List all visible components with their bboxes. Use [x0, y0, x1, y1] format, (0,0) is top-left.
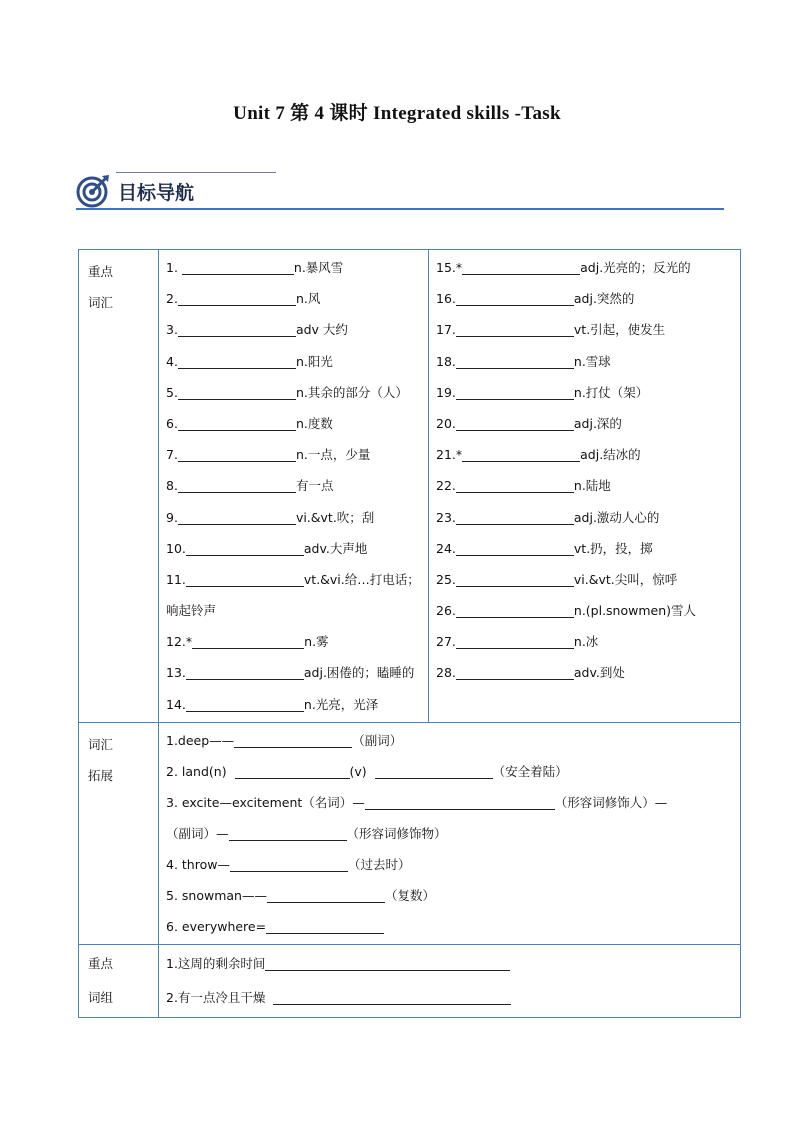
- section-banner: [76, 170, 724, 212]
- answer-blank[interactable]: [266, 919, 384, 934]
- answer-blank[interactable]: [178, 291, 296, 306]
- answer-blank[interactable]: [178, 478, 296, 493]
- vocab-left-column: [159, 250, 429, 723]
- vocab-item: 21.* adj.结冰的: [436, 447, 641, 463]
- phrases-section: [79, 944, 741, 1017]
- vocab-item: 15.* adj.光亮的；反光的: [436, 260, 691, 275]
- banner-underline: [76, 208, 724, 210]
- answer-blank[interactable]: [186, 665, 304, 680]
- vocab-item: 27. n.冰: [436, 634, 599, 650]
- answer-blank[interactable]: [456, 385, 574, 400]
- vocab-item: 17. vt.引起，使发生: [436, 322, 666, 338]
- answer-blank[interactable]: [456, 478, 574, 493]
- answer-blank[interactable]: [230, 857, 348, 872]
- answer-blank[interactable]: [273, 990, 511, 1005]
- answer-blank[interactable]: [178, 354, 296, 369]
- vocab-section: [79, 250, 741, 723]
- answer-blank[interactable]: [365, 795, 555, 810]
- vocab-item: 16. adj.突然的: [436, 291, 635, 307]
- vocab-item: 25. vi.&vt.尖叫，惊呼: [436, 571, 678, 587]
- vocab-item: 18. n.雪球: [436, 353, 611, 369]
- answer-blank[interactable]: [186, 697, 304, 712]
- vocab-right-column: [429, 250, 741, 723]
- vocab-item: 4. n.阳光: [166, 353, 333, 369]
- expansion-items: [159, 722, 741, 944]
- answer-blank[interactable]: [375, 764, 493, 779]
- answer-blank[interactable]: [456, 634, 574, 649]
- vocab-item: 22. n.陆地: [436, 478, 611, 494]
- study-table: [78, 249, 741, 1018]
- answer-blank[interactable]: [229, 826, 347, 841]
- vocab-item: 10. adv.大声地: [166, 540, 368, 556]
- expansion-line: 1.deep—— （副词）: [166, 732, 403, 748]
- phrases-category: 重点 词组: [79, 944, 159, 1017]
- expansion-line: 2. land(n) (v) （安全着陆）: [166, 763, 568, 779]
- answer-blank[interactable]: [186, 572, 304, 587]
- expansion-category: 词汇 拓展: [79, 722, 159, 944]
- vocab-item: 23. adj.激动人心的: [436, 509, 660, 525]
- answer-blank[interactable]: [234, 733, 352, 748]
- answer-blank[interactable]: [456, 510, 574, 525]
- phrase-item: 1.这周的剩余时间: [166, 947, 732, 981]
- vocab-category: 重点 词汇: [79, 250, 159, 723]
- expansion-line: （副词）— （形容词修饰物）: [166, 825, 447, 841]
- banner-label: 目标导航: [118, 182, 195, 204]
- answer-blank[interactable]: [178, 322, 296, 337]
- expansion-line: 6. everywhere=: [166, 911, 732, 942]
- expansion-line: 5. snowman—— （复数）: [166, 887, 435, 903]
- vocab-item: 28. adv.到处: [436, 665, 625, 681]
- answer-blank[interactable]: [192, 634, 304, 649]
- expansion-line: 3. excite—excitement（名词）— （形容词修饰人）—: [166, 794, 668, 810]
- expansion-line: 4. throw— （过去时）: [166, 856, 411, 872]
- answer-blank[interactable]: [178, 385, 296, 400]
- answer-blank[interactable]: [462, 260, 580, 275]
- vocab-item: 19. n.打仗（架）: [436, 384, 649, 400]
- banner-top-rule: [116, 172, 276, 173]
- answer-blank[interactable]: [265, 956, 510, 971]
- answer-blank[interactable]: [462, 447, 580, 462]
- vocab-item: 8. 有一点: [166, 478, 334, 494]
- vocab-item: 6. n.度数: [166, 415, 333, 431]
- answer-blank[interactable]: [456, 416, 574, 431]
- vocab-item: 1. n.暴风雪: [166, 260, 344, 275]
- answer-blank[interactable]: [178, 510, 296, 525]
- vocab-item: 3. adv 大约: [166, 322, 348, 338]
- answer-blank[interactable]: [178, 447, 296, 462]
- answer-blank[interactable]: [456, 322, 574, 337]
- vocab-item: 24. vt.扔，投，掷: [436, 540, 653, 556]
- vocab-item: 20. adj.深的: [436, 415, 622, 431]
- answer-blank[interactable]: [456, 541, 574, 556]
- answer-blank[interactable]: [182, 260, 294, 275]
- answer-blank[interactable]: [267, 888, 385, 903]
- answer-blank[interactable]: [456, 354, 574, 369]
- answer-blank[interactable]: [456, 603, 574, 618]
- vocab-item: 2. n.风: [166, 291, 321, 307]
- answer-blank[interactable]: [186, 541, 304, 556]
- answer-blank[interactable]: [456, 572, 574, 587]
- phrases-items: [159, 944, 741, 1017]
- vocab-item: 5. n.其余的部分（人）: [166, 384, 408, 400]
- vocab-item: 13. adj.困倦的；瞌睡的: [166, 665, 415, 681]
- vocab-item: 11. vt.&vi.给…打电话；: [166, 571, 420, 587]
- vocab-item: 14. n.光亮，光泽: [166, 696, 379, 712]
- target-icon: [76, 174, 110, 208]
- expansion-section: [79, 722, 741, 944]
- answer-blank[interactable]: [456, 665, 574, 680]
- answer-blank[interactable]: [178, 416, 296, 431]
- answer-blank[interactable]: [456, 291, 574, 306]
- phrase-item: 2.有一点冷且干燥: [166, 981, 732, 1015]
- vocab-item: 9. vi.&vt.吹；刮: [166, 509, 375, 525]
- vocab-item-continuation: 响起铃声: [166, 603, 217, 619]
- page-title: Unit 7 第 4 课时 Integrated skills -Task: [233, 103, 561, 124]
- vocab-item: 26. n.(pl.snowmen)雪人: [436, 603, 697, 619]
- answer-blank[interactable]: [235, 764, 350, 779]
- vocab-item: 12.* n.雾: [166, 634, 329, 650]
- vocab-item: 7. n.一点，少量: [166, 447, 371, 463]
